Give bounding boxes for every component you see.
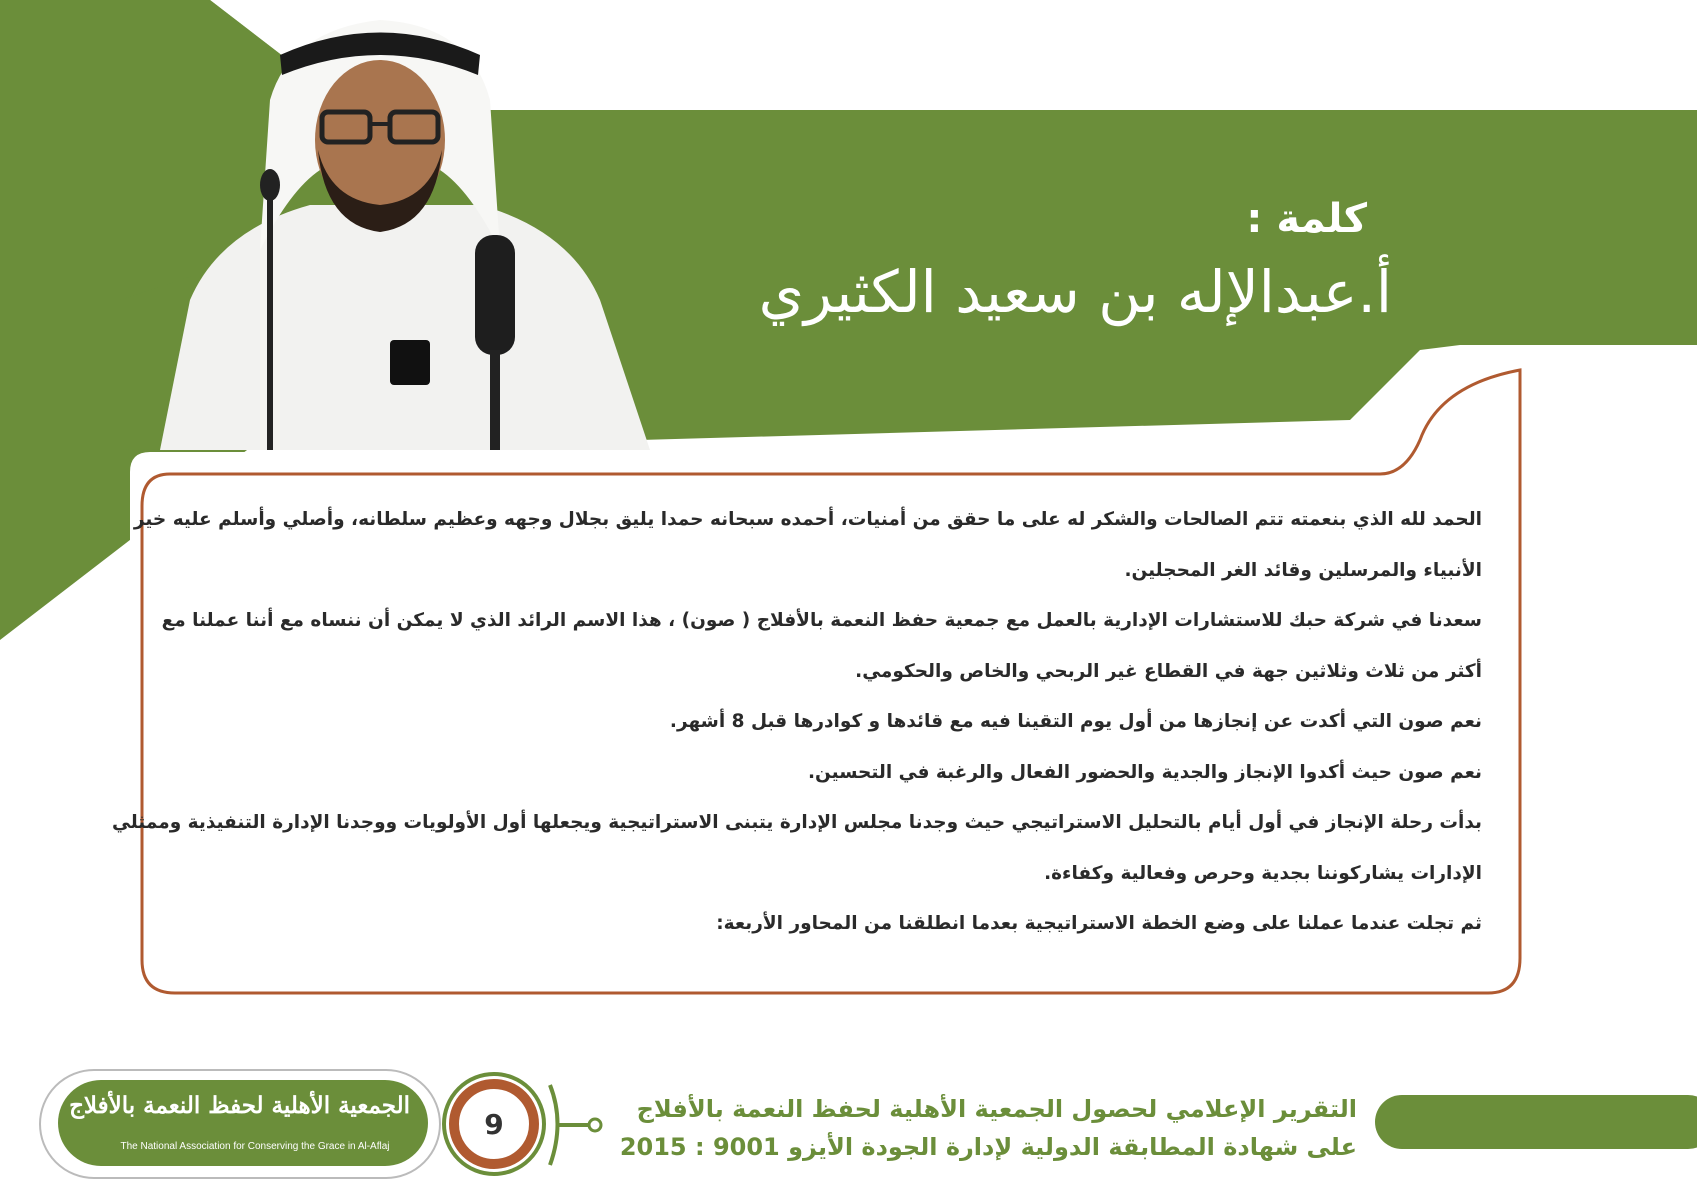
speaker-portrait [150,0,660,450]
paragraph-line: بدأت رحلة الإنجاز في أول أيام بالتحليل الاستراتيجي حيث وجدنا مجلس الإدارة يتبنى الاستراتيجية ويجعلها أول الأولويات ووجدنا الإدارة التنفيذية وممثلي [112,812,1482,833]
heading-label: كلمة : [1246,196,1367,242]
paragraph-line: الإدارات يشاركوننا بجدية وحرص وفعالية وكفاءة. [1044,862,1482,884]
report-title-line1: التقرير الإعلامي لحصول الجمعية الأهلية لحفظ النعمة بالأفلاج [636,1095,1357,1123]
association-logo [40,1070,440,1178]
report-title [620,1090,1357,1166]
article-body [112,495,1482,950]
paragraph-line: الأنبياء والمرسلين وقائد الغر المحجلين. [1124,559,1482,581]
report-title-line2: على شهادة المطابقة الدولية لإدارة الجودة الأيزو 9001 : 2015 [619,1133,1357,1161]
paragraph-line: نعم صون حيث أكدوا الإنجاز والجدية والحضور الفعال والرغبة في التحسين. [807,761,1482,783]
logo-english-text: The National Association for Conserving the Grace in Al-Aflaj [120,1141,390,1152]
paragraph-line: ثم تجلت عندما عملنا على وضع الخطة الاستراتيجية بعدما انطلقنا من المحاور الأربعة: [716,913,1482,934]
page-number: 9 [484,1107,504,1141]
speaker-name: أ.عبدالإله بن سعيد الكثيري [758,258,1392,326]
footer-green-pill [1375,1095,1697,1149]
paragraph-line: نعم صون التي أكدت عن إنجازها من أول يوم التقينا فيه مع قائدها و كوادرها قبل 8 أشهر. [669,711,1482,732]
logo-arabic-text: الجمعية الأهلية لحفظ النعمة بالأفلاج [69,1092,410,1119]
paragraph-line: الحمد لله الذي بنعمته تتم الصالحات والشكر له على ما حقق من أمنيات، أحمده سبحانه حمدا يليق بجلال وجهه وعظيم سلطانه، وأصلي وأسلم عليه خير [133,509,1482,530]
paragraph-line: أكثر من ثلاث وثلاثين جهة في القطاع غير الربحي والخاص والحكومي. [855,660,1482,682]
paragraph-line: سعدنا في شركة حبك للاستشارات الإدارية بالعمل مع جمعية حفظ النعمة بالأفلاج ( صون) ، هذا الاسم الرائد الذي لا يمكن أن ننساه مع أننا عملنا مع [161,610,1482,631]
